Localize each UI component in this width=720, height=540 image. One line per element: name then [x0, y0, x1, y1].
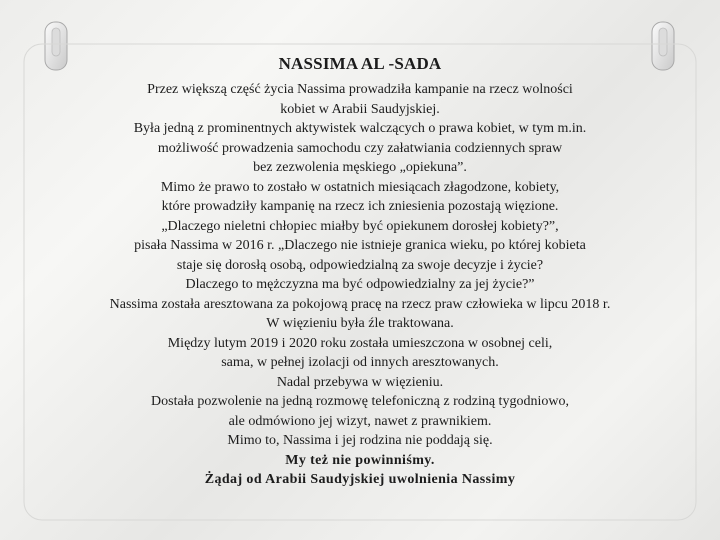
body-line: pisała Nassima w 2016 r. „Dlaczego nie istnieje granica wieku, po której kobieta: [134, 238, 586, 253]
body-line: Między lutym 2019 i 2020 roku została umieszczona w osobnej celi,: [167, 335, 553, 351]
slide-content: [80, 54, 640, 490]
body-line: Przez większą część życia Nassima prowadziła kampanie na rzecz wolności: [147, 82, 573, 97]
top-right-tab-icon: [652, 22, 674, 70]
body-line: Nassima została aresztowana za pokojową pracę na rzecz praw człowieka w lipcu 2018 r.: [109, 296, 611, 312]
body-line: możliwość prowadzenia samochodu czy załatwiania codziennych spraw: [157, 140, 563, 156]
body-line: kobiet w Arabii Saudyjskiej.: [280, 101, 440, 117]
body-line: które prowadziły kampanię na rzecz ich zniesienia pozostają więzione.: [161, 199, 559, 214]
body-line: Dlaczego to mężczyzna ma być odpowiedzialny za jej życie?”: [185, 277, 535, 292]
body-line: sama, w pełnej izolacji od innych aresztowanych.: [221, 355, 499, 370]
body-line: Mimo to, Nassima i jej rodzina nie poddają się.: [227, 433, 493, 448]
call-to-action-line: My też nie powinniśmy.: [285, 452, 435, 468]
top-left-tab-icon: [45, 22, 67, 70]
body-line: Była jedną z prominentnych aktywistek walczących o prawa kobiet, w tym m.in.: [133, 121, 587, 136]
body-line: ale odmówiono jej wizyt, nawet z prawnikiem.: [228, 413, 492, 429]
body-line: Dostała pozwolenie na jedną rozmowę telefoniczną z rodziną tygodniowo,: [151, 394, 569, 409]
call-to-action-line: Żądaj od Arabii Saudyjskiej uwolnienia Nassimy: [204, 472, 516, 487]
body-line: „Dlaczego nieletni chłopiec miałby być opiekunem dorosłej kobiety?”,: [161, 218, 559, 234]
body-line: Nadal przebywa w więzieniu.: [276, 374, 444, 390]
body-line: Mimo że prawo to zostało w ostatnich miesiącach złagodzone, kobiety,: [160, 179, 560, 195]
body-line: W więzieniu była źle traktowana.: [266, 316, 454, 331]
slide-title: NASSIMA AL -SADA: [278, 54, 442, 73]
body-line: bez zezwolenia męskiego „opiekuna”.: [253, 160, 467, 175]
body-line: staje się dorosłą osobą, odpowiedzialną za swoje decyzje i życie?: [176, 257, 544, 273]
